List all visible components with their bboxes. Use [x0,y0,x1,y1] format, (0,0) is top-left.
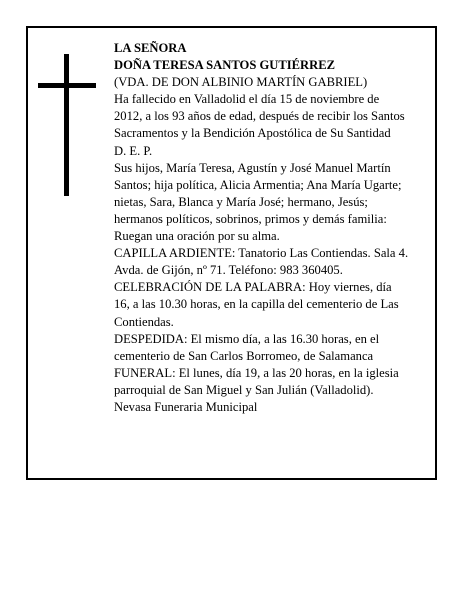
farewell-info: DESPEDIDA: El mismo día, a las 16.30 horas, en el cementerio de San Carlos Borromeo, de Salamanca [114,331,380,363]
passing-details: Ha fallecido en Valladolid el día 15 de noviembre de 2012, a los 93 años de edad, después de recibir los Santos Sacramentos y la Bendición Apostólica de Su Santidad [114,92,405,141]
funeral-home: Nevasa Funeraria Municipal [114,399,258,414]
notice-body [114,40,410,416]
funeral-info: FUNERAL: El lunes, día 19, a las 20 horas, en la iglesia parroquial de San Miguel y San Julián (Valladolid). [114,365,399,397]
deceased-name: DOÑA TERESA SANTOS GUTIÉRREZ [114,58,336,73]
family-list: Sus hijos, María Teresa, Agustín y José Manuel Martín Santos; hija política, Alicia Armentia; Ana María Ugarte; nietas, Sara, Blanca y María José; hermano, Jesús; hermanos políticos, sobrinos, primos y demás familia: [114,160,402,226]
notice-title: LA SEÑORA [114,41,187,55]
prayer-request: Ruegan una oración por su alma. [114,229,280,244]
cross-icon-bar [38,83,96,88]
rip-line: D. E. P. [114,143,153,158]
wake-info: CAPILLA ARDIENTE: Tanatorio Las Contiendas. Sala 4. Avda. de Gijón, nº 71. Teléfono: 983 360405. [114,246,409,278]
service-info: CELEBRACIÓN DE LA PALABRA: Hoy viernes, día 16, a las 10.30 horas, en la capilla del cementerio de Las Contiendas. [114,280,399,329]
cross-icon [64,54,69,196]
widow-of: (VDA. DE DON ALBINIO MARTÍN GABRIEL) [114,75,368,90]
